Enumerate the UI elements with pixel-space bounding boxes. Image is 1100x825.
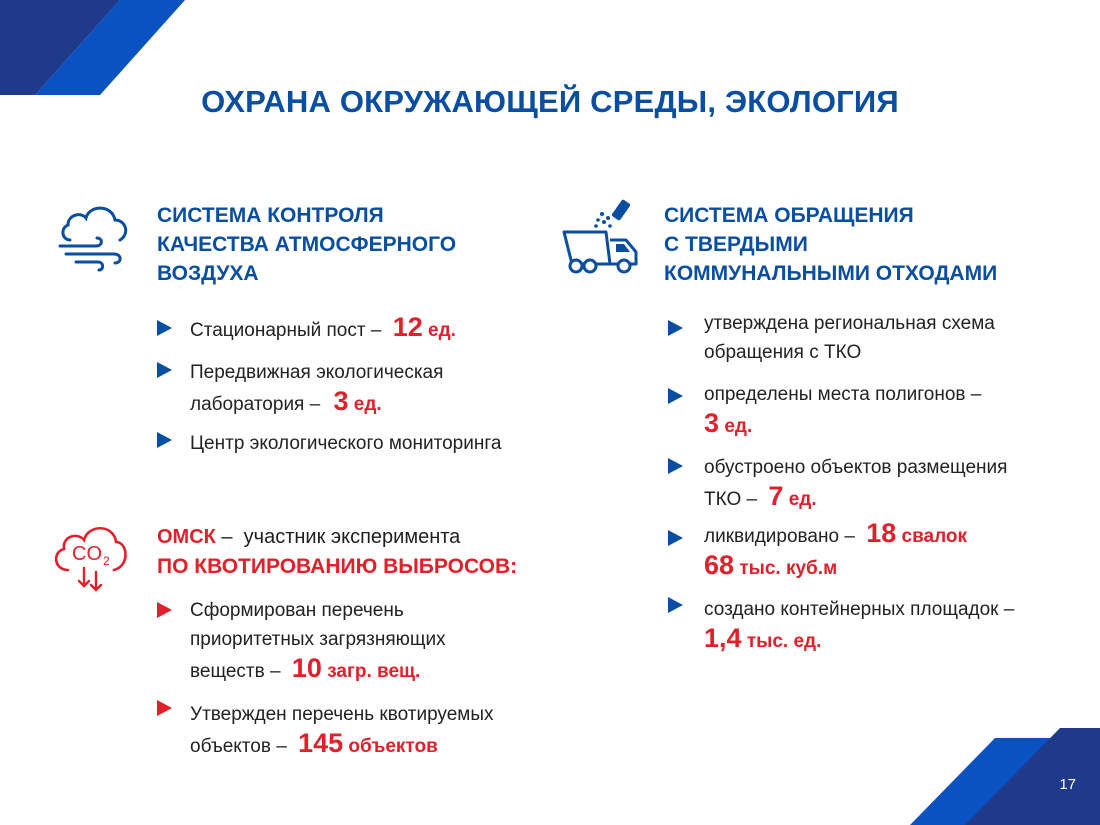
item-text: ликвидировано – bbox=[704, 526, 855, 547]
item-text: Стационарный пост – bbox=[190, 320, 382, 341]
bullet-marker bbox=[668, 388, 683, 404]
item-line: обращения с ТКО bbox=[704, 342, 862, 363]
bullet-marker bbox=[668, 458, 683, 474]
item-line: Утвержден перечень квотируемых bbox=[190, 704, 494, 725]
item-number: 68 bbox=[704, 550, 735, 580]
air-title-line: СИСТЕМА КОНТРОЛЯ bbox=[157, 204, 384, 227]
waste-item-1 bbox=[704, 309, 995, 367]
item-unit: свалок bbox=[901, 526, 968, 547]
svg-text:2: 2 bbox=[103, 554, 110, 568]
omsk-heading bbox=[157, 523, 517, 581]
item-number: 3 bbox=[333, 386, 349, 416]
item-unit: объектов bbox=[348, 736, 438, 757]
waste-item-5 bbox=[704, 595, 1014, 656]
bullet-marker bbox=[157, 320, 172, 336]
air-item-1 bbox=[190, 313, 456, 345]
waste-title-line: С ТВЕРДЫМИ bbox=[664, 233, 808, 256]
item-number: 1,4 bbox=[704, 623, 742, 653]
item-line: создано контейнерных площадок – bbox=[704, 599, 1015, 620]
item-line: приоритетных загрязняющих bbox=[190, 629, 446, 650]
item-unit: ед. bbox=[788, 489, 817, 510]
item-unit: тыс. куб.м bbox=[739, 558, 838, 579]
item-line: определены места полигонов – bbox=[704, 384, 982, 405]
item-number: 3 bbox=[704, 408, 720, 438]
air-title-line: ВОЗДУХА bbox=[157, 262, 259, 285]
waste-item-3 bbox=[704, 453, 1007, 514]
item-unit: ед. bbox=[353, 394, 382, 415]
waste-title-line: СИСТЕМА ОБРАЩЕНИЯ bbox=[664, 204, 914, 227]
item-number: 7 bbox=[768, 481, 784, 511]
svg-text:CO: CO bbox=[72, 543, 102, 565]
item-line: Передвижная экологическая bbox=[190, 362, 444, 383]
omsk-dash-text: – участник эксперимента bbox=[215, 526, 461, 548]
air-title-line: КАЧЕСТВА АТМОСФЕРНОГО bbox=[157, 233, 457, 256]
waste-section-title bbox=[664, 201, 997, 288]
item-number: 12 bbox=[392, 312, 423, 342]
item-text: объектов – bbox=[190, 736, 287, 757]
item-number: 145 bbox=[298, 728, 344, 758]
bullet-marker bbox=[668, 597, 683, 613]
omsk-item-2 bbox=[190, 700, 494, 761]
item-unit: ед. bbox=[428, 320, 456, 341]
page-title: ОХРАНА ОКРУЖАЮЩЕЙ СРЕДЫ, ЭКОЛОГИЯ bbox=[201, 84, 899, 119]
co2-cloud-icon bbox=[48, 512, 132, 592]
air-section-title bbox=[157, 201, 456, 288]
waste-item-2 bbox=[704, 380, 981, 441]
item-number: 10 bbox=[291, 653, 322, 683]
omsk-label: ОМСК bbox=[157, 526, 216, 548]
bullet-marker bbox=[157, 362, 172, 378]
item-number: 18 bbox=[866, 518, 897, 548]
waste-item-4 bbox=[704, 519, 967, 583]
bullet-marker bbox=[157, 432, 172, 448]
item-unit: тыс. ед. bbox=[746, 631, 822, 652]
item-text: Центр экологического мониторинга bbox=[190, 433, 502, 454]
air-item-3 bbox=[190, 429, 501, 458]
item-text: лаборатория – bbox=[190, 394, 321, 415]
waste-title-line: КОММУНАЛЬНЫМИ ОТХОДАМИ bbox=[664, 262, 998, 285]
item-text: ТКО – bbox=[704, 489, 758, 510]
item-unit: ед. bbox=[724, 416, 753, 437]
omsk-item-1 bbox=[190, 596, 446, 686]
omsk-subtitle: ПО КВОТИРОВАНИЮ ВЫБРОСОВ: bbox=[157, 555, 518, 578]
cloud-wind-icon bbox=[56, 200, 134, 272]
air-item-2 bbox=[190, 358, 443, 419]
item-line: обустроено объектов размещения bbox=[704, 457, 1008, 478]
bullet-marker bbox=[668, 530, 683, 546]
bullet-marker bbox=[157, 700, 172, 716]
item-line: Сформирован перечень bbox=[190, 600, 404, 621]
item-text: веществ – bbox=[190, 661, 281, 682]
bullet-marker bbox=[157, 602, 172, 618]
item-line: утверждена региональная схема bbox=[704, 313, 995, 334]
item-unit: загр. вещ. bbox=[327, 661, 421, 682]
page-number: 17 bbox=[1059, 776, 1076, 793]
bullet-marker bbox=[668, 320, 683, 336]
garbage-truck-icon bbox=[560, 196, 642, 276]
